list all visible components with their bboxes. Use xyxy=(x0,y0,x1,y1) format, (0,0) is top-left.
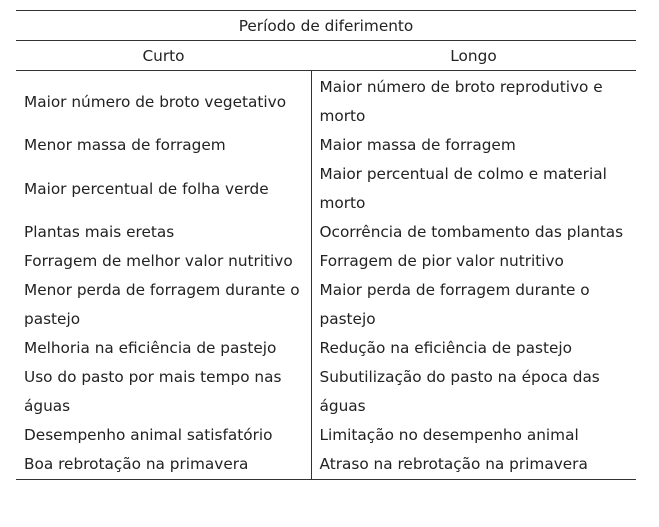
table-row xyxy=(16,276,636,334)
column-header-row xyxy=(16,41,636,71)
cell-longo: Maior percentual de colmo e material morto xyxy=(319,165,607,212)
cell-longo: Maior massa de forragem xyxy=(319,136,516,154)
table-row xyxy=(16,71,636,132)
cell-longo: Limitação no desempenho animal xyxy=(319,426,579,444)
cell-curto: Plantas mais eretas xyxy=(16,218,311,247)
cell-curto: Menor perda de forragem durante o pastejo xyxy=(16,276,311,334)
cell-curto: Maior número de broto vegetativo xyxy=(16,71,311,132)
cell-longo: Atraso na rebrotação na primavera xyxy=(311,450,636,480)
table-row xyxy=(16,421,636,450)
cell-curto: Maior percentual de folha verde xyxy=(16,160,311,218)
column-header-curto: Curto xyxy=(16,41,311,71)
cell-curto: Melhoria na eficiência de pastejo xyxy=(16,334,311,363)
table-row xyxy=(16,218,636,247)
cell-curto: Menor massa de forragem xyxy=(16,131,311,160)
cell-curto: Desempenho animal satisfatório xyxy=(16,421,311,450)
table-row xyxy=(16,363,636,421)
cell-curto: Uso do pasto por mais tempo nas águas xyxy=(16,363,311,421)
cell-longo: Ocorrência de tombamento das plantas xyxy=(319,223,624,241)
cell-longo: Redução na eficiência de pastejo xyxy=(319,339,572,357)
cell-longo: Maior número de broto reprodutivo e morto xyxy=(319,78,603,125)
table-row xyxy=(16,131,636,160)
table-row xyxy=(16,160,636,218)
group-header: Período de diferimento xyxy=(16,11,636,41)
table-row xyxy=(16,334,636,363)
table-row xyxy=(16,247,636,276)
cell-longo: Forragem de pior valor nutritivo xyxy=(319,252,564,270)
cell-curto: Forragem de melhor valor nutritivo xyxy=(16,247,311,276)
cell-longo: Subutilização do pasto na época das águas xyxy=(319,368,600,415)
group-header-row xyxy=(16,11,636,41)
column-header-longo: Longo xyxy=(311,41,636,71)
comparison-table-container xyxy=(16,10,636,480)
comparison-table xyxy=(16,10,636,480)
cell-longo: Maior perda de forragem durante o pastejo xyxy=(319,281,590,328)
cell-curto: Boa rebrotação na primavera xyxy=(16,450,311,480)
table-row xyxy=(16,450,636,480)
